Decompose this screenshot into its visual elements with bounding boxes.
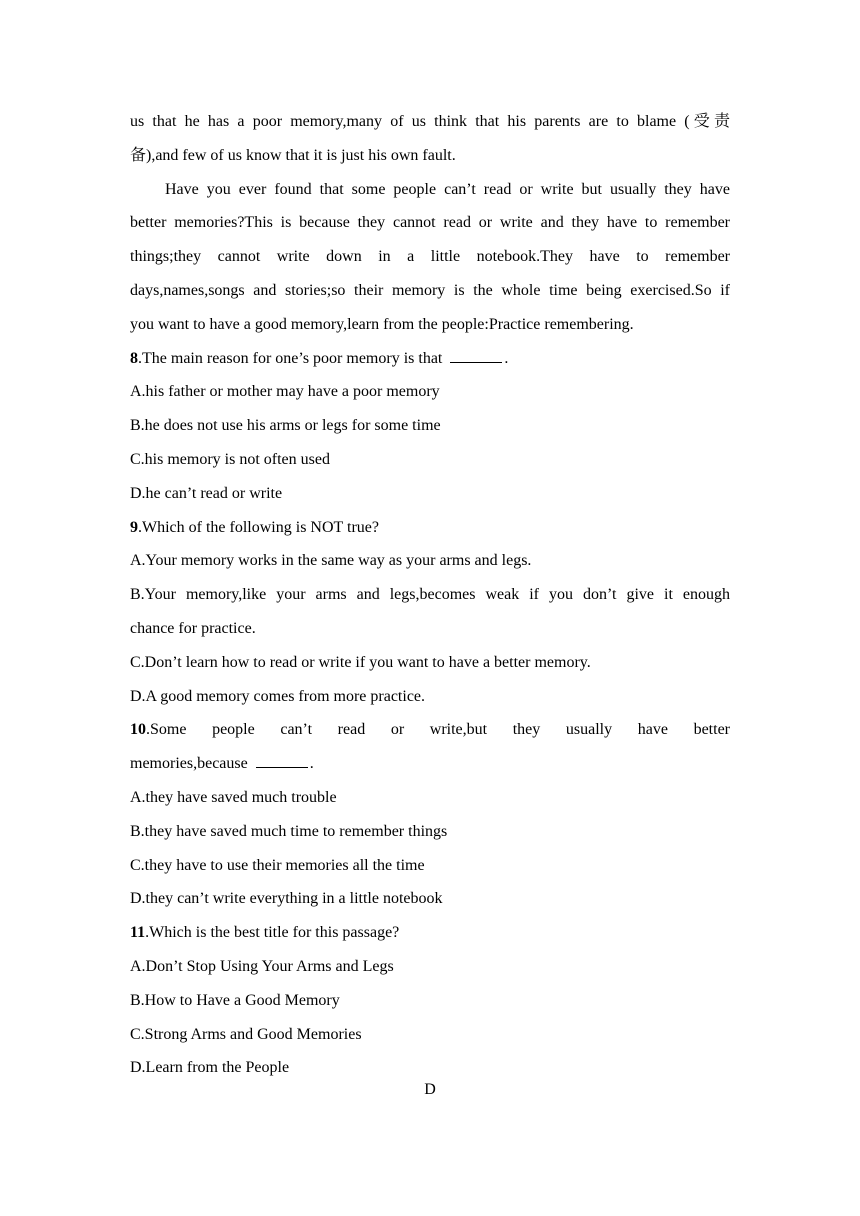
question-8-stem xyxy=(130,342,730,376)
option-a: A.Your memory works in the same way as your arms and legs. xyxy=(130,552,532,570)
option-b: B.Your memory,like your arms and legs,becomes weak if you don’t give it enough xyxy=(130,586,730,604)
section-marker: D xyxy=(424,1081,436,1098)
question-number: 10 xyxy=(130,721,146,739)
question-text: memories,because xyxy=(130,755,248,773)
option-b-continued: chance for practice. xyxy=(130,619,256,637)
passage-line: better memories?This is because they cannot read or write and they have to remember xyxy=(130,214,730,232)
option-a: A.they have saved much trouble xyxy=(130,788,337,806)
passage-line: days,names,songs and stories;so their memory is the whole time being exercised.So if xyxy=(130,281,730,299)
option-c: C.Strong Arms and Good Memories xyxy=(130,1025,362,1043)
question-text: .The main reason for one’s poor memory is that xyxy=(138,349,443,367)
option-b: B.How to Have a Good Memory xyxy=(130,991,340,1009)
option-a: A.Don’t Stop Using Your Arms and Legs xyxy=(130,957,394,975)
question-10-stem-continued xyxy=(130,747,730,781)
option-d: D.he can’t read or write xyxy=(130,484,283,502)
passage-line: us that he has a poor memory,many of us think that his parents are to blame (受责 xyxy=(130,113,730,130)
option-c: C.Don’t learn how to read or write if you want to have a better memory. xyxy=(130,653,591,671)
option-b: B.they have saved much time to remember things xyxy=(130,822,448,840)
question-9-stem xyxy=(130,511,730,545)
passage-line: Have you ever found that some people can’t read or write but usually they have xyxy=(165,180,730,198)
option-d: D.A good memory comes from more practice. xyxy=(130,687,426,705)
document-body xyxy=(130,105,730,1085)
question-number: 11 xyxy=(130,924,146,942)
passage-line: you want to have a good memory,learn from the people:Practice remembering. xyxy=(130,315,634,333)
question-number: 8 xyxy=(130,349,138,367)
question-text-end: . xyxy=(309,755,314,773)
question-11-stem xyxy=(130,916,730,950)
question-text: .Which is the best title for this passage? xyxy=(145,924,400,942)
option-b: B.he does not use his arms or legs for some time xyxy=(130,417,441,435)
option-d: D.they can’t write everything in a little notebook xyxy=(130,890,443,908)
option-c: C.his memory is not often used xyxy=(130,450,330,468)
option-d: D.Learn from the People xyxy=(130,1059,290,1077)
question-text: .Some people can’t read or write,but they usually have better xyxy=(146,721,730,739)
question-10-stem xyxy=(130,713,730,747)
option-c: C.they have to use their memories all the time xyxy=(130,856,425,874)
passage-line: things;they cannot write down in a little notebook.They have to remember xyxy=(130,248,730,266)
answer-blank xyxy=(450,348,502,363)
question-text: .Which of the following is NOT true? xyxy=(138,518,379,536)
passage-line: 备),and few of us know that it is just his own fault. xyxy=(130,146,456,164)
answer-blank xyxy=(256,753,308,768)
question-number: 9 xyxy=(130,518,138,536)
question-text-end: . xyxy=(504,349,509,367)
option-a: A.his father or mother may have a poor memory xyxy=(130,383,440,401)
